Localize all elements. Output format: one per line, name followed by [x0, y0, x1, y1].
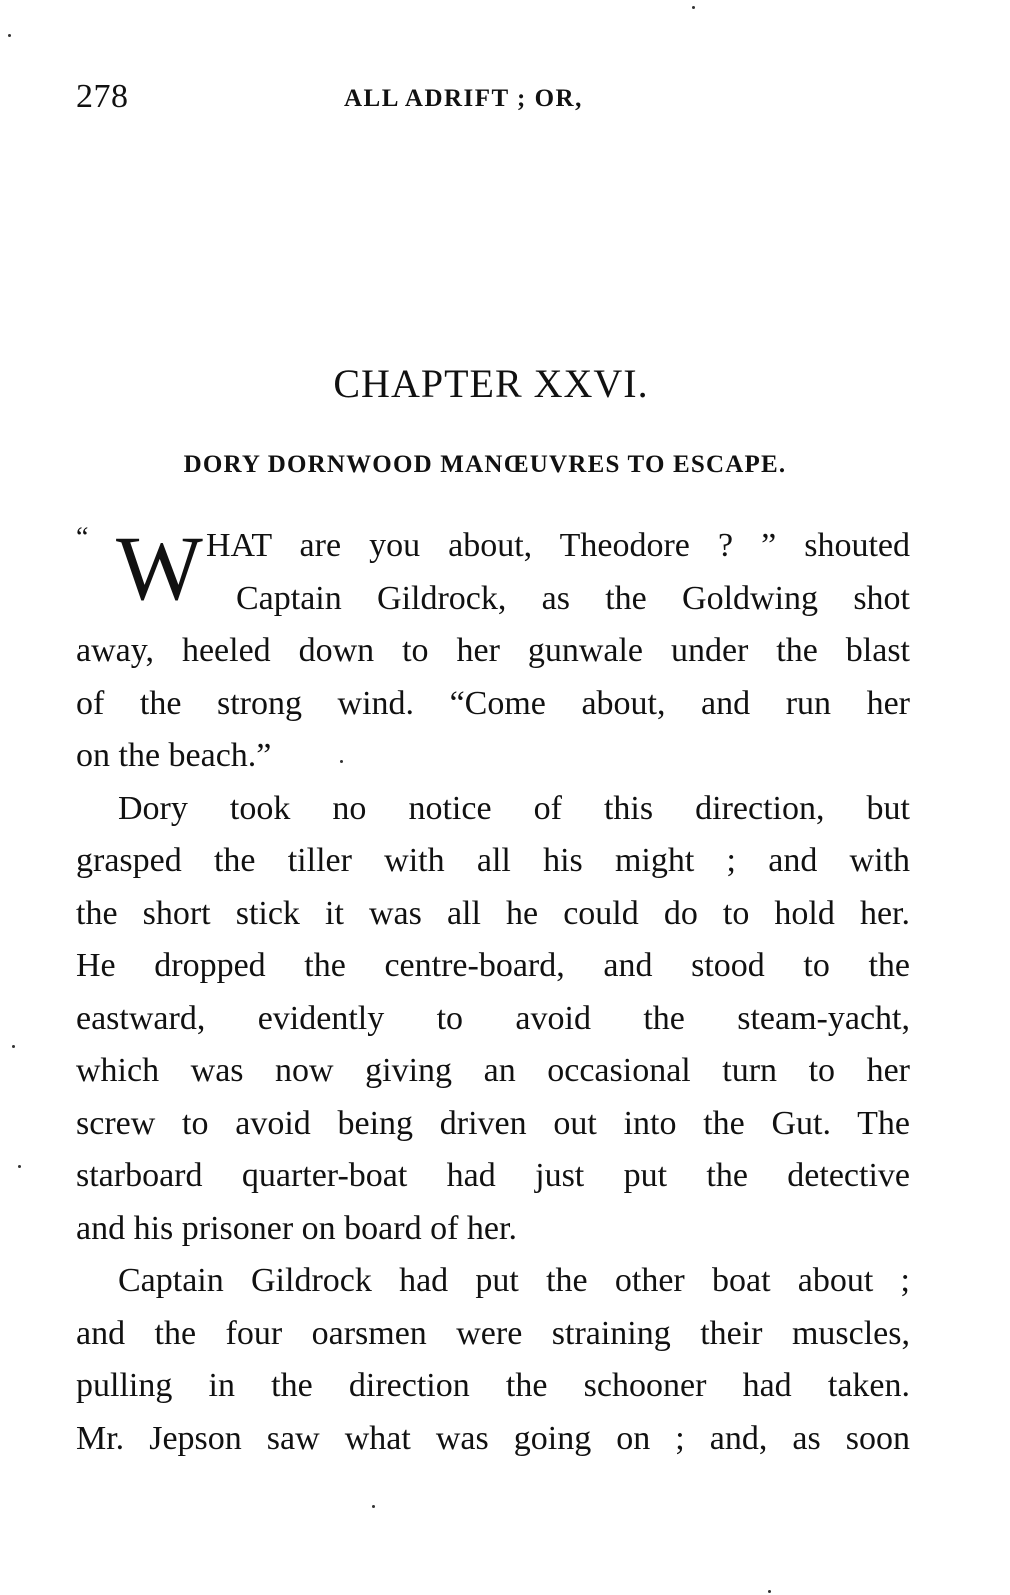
text-line: which was now giving an occasional turn to her [76, 1052, 910, 1089]
text-line: pulling in the direction the schooner had taken. [76, 1367, 910, 1404]
scan-speck [12, 1045, 15, 1048]
running-header [76, 78, 656, 118]
text-line: grasped the tiller with all his might ; and with [76, 842, 910, 879]
chapter-subtitle-text: DORY DORNWOOD MANŒUVRES TO ESCAPE. [183, 451, 787, 478]
text-line: the short stick it was all he could do to hold her. [76, 894, 910, 932]
scan-speck [18, 1165, 21, 1168]
text-line: away, heeled down to her gunwale under the blast [76, 632, 910, 669]
scan-speck [692, 6, 695, 9]
chapter-title-text: CHAPTER XXVI. [333, 361, 649, 406]
page-number: 278 [76, 78, 129, 115]
text-line: Mr. Jepson saw what was going on ; and, as soon [76, 1419, 910, 1457]
body-text [76, 517, 910, 1465]
text-line: of the strong wind. “Come about, and run her [76, 684, 910, 722]
drop-cap-letter: W [116, 517, 201, 619]
chapter-subtitle [0, 451, 1010, 479]
text-line: Captain Gildrock, as the Goldwing shot [236, 579, 910, 617]
scan-speck [372, 1505, 375, 1508]
text-line: and his prisoner on board of her. [76, 1209, 517, 1247]
scan-speck [340, 760, 343, 763]
text-line: HAT are you about, Theodore ? ” shouted [206, 527, 910, 564]
chapter-title [0, 360, 1010, 407]
running-title: ALL ADRIFT ; OR, [344, 85, 583, 112]
text-line: He dropped the centre-board, and stood to the [76, 947, 910, 984]
text-line: Captain Gildrock had put the other boat about ; [118, 1262, 910, 1299]
text-line: eastward, evidently to avoid the steam-yacht, [76, 999, 910, 1037]
scan-speck [8, 34, 11, 37]
opening-quote: “ [76, 522, 89, 553]
text-line: and the four oarsmen were straining their muscles, [76, 1314, 910, 1352]
text-line: screw to avoid being driven out into the Gut. The [76, 1104, 910, 1142]
text-line: Dory took no notice of this direction, but [118, 789, 910, 827]
text-line: starboard quarter-boat had just put the detective [76, 1157, 910, 1194]
scan-speck [768, 1590, 771, 1593]
text-line: on the beach.” [76, 737, 272, 774]
